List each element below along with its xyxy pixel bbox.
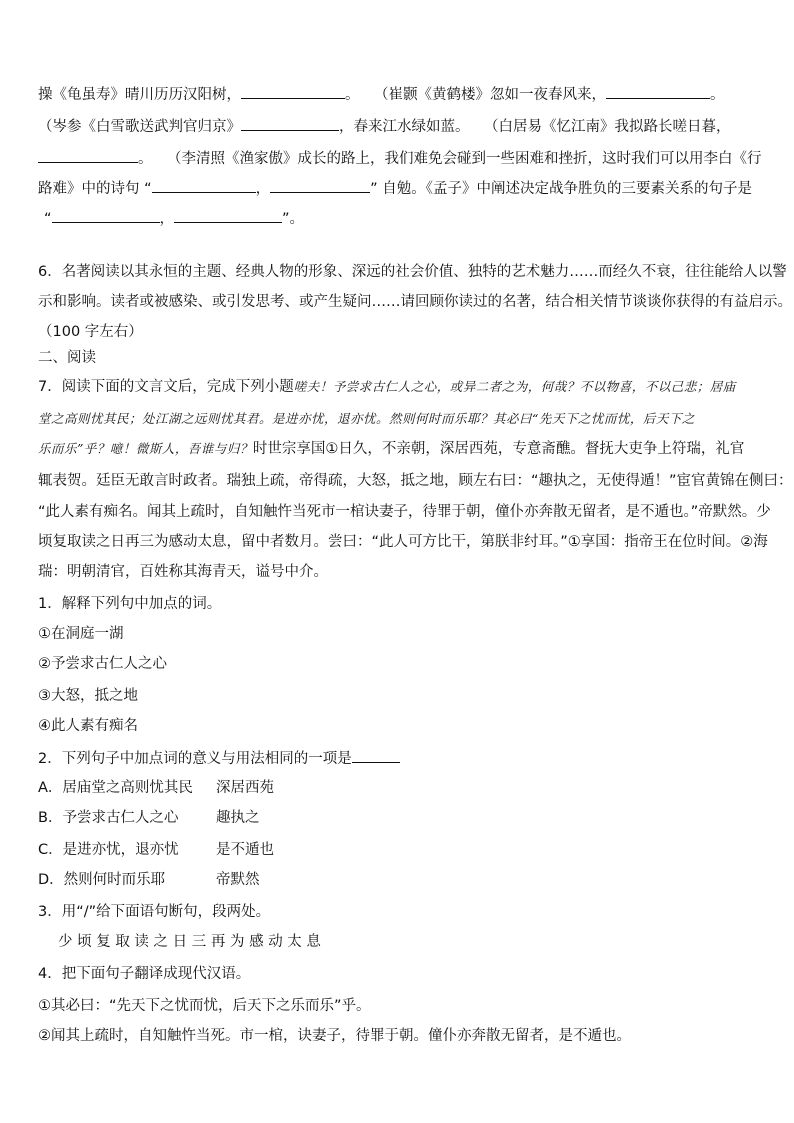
option-left: D．然则何时而乐耶 — [38, 872, 166, 888]
sub-question-4-item: ②闻其上疏时，自知触忤当死。市一棺，诀妻子，待罪于朝。僮仆亦奔散无留者，是不遁也。 — [38, 1028, 631, 1044]
fill-line-4 — [38, 178, 756, 199]
passage-classical-text: 嗟夫！予尝求古仁人之心，或异二者之为，何哉？不以物喜，不以己悲；居庙 — [293, 379, 736, 394]
sub-question-1-item: ③大怒，抵之地 — [38, 688, 138, 704]
sub-question-4-item: ①其必曰：“先天下之忧而忧，后天下之乐而乐”乎。 — [38, 998, 371, 1014]
option-b[interactable] — [38, 808, 756, 828]
question-6-line: 6．名著阅读以其永恒的主题、经典人物的形象、深远的社会价值、独特的艺术魅力……而经久不衰，往往能给人以警 — [38, 264, 787, 280]
answer-blank[interactable] — [352, 748, 400, 763]
option-left: B．予尝求古仁人之心 — [38, 810, 179, 826]
option-right: 是不遁也 — [216, 842, 274, 858]
answer-blank[interactable] — [152, 178, 256, 193]
answer-blank[interactable] — [241, 84, 345, 99]
section-title: 二、阅读 — [38, 350, 96, 366]
question-6-note: （100 字左右） — [38, 324, 143, 340]
answer-blank[interactable] — [606, 84, 710, 99]
sub-question-2-text: 2．下列句子中加点词的意义与用法相同的一项是 — [38, 751, 352, 767]
passage-line: 顷复取读之日再三为感动太息，留中者数月。尝曰：“此人可方比干，第朕非纣耳。”①享国：指帝王在位时间。②海 — [38, 534, 768, 550]
fill-text: ，春来江水绿如蓝。 （白居易《忆江南》我拟路长嗟日暮， — [339, 119, 731, 135]
option-right: 深居西苑 — [216, 780, 274, 796]
fill-text: 。 — [710, 87, 725, 103]
fill-text: （岑参《白雪歌送武判官归京》 — [38, 119, 241, 135]
passage-line — [38, 377, 756, 397]
passage-line — [38, 409, 756, 429]
sub-question-1-item: ①在洞庭一湖 — [38, 626, 124, 642]
fill-text: 路难》中的诗句 “ — [38, 181, 152, 197]
sub-question-1-title: 1．解释下列句中加点的词。 — [38, 596, 222, 612]
fill-text: ” 自勉。《孟子》中阐述决定战争胜负的三要素关系的句子是 — [370, 181, 752, 197]
question-6-line: 示和影响。读者或被感染、或引发思考、或产生疑问……请回顾你读过的名著，结合相关情节谈谈你获得的有益启示。 — [38, 294, 792, 310]
passage-classical-text: 堂之高则忧其民；处江湖之远则忧其君。是进亦忧，退亦忧。然则何时而乐耶？其必曰“先天下之忧而忧，后天下之 — [38, 411, 695, 426]
fill-text: “ — [44, 211, 52, 227]
fill-text: ”。 — [282, 211, 305, 227]
fill-line-2 — [38, 116, 756, 137]
passage-classical-text: 乐而乐”乎？噫！微斯人，吾谁与归？ — [38, 441, 253, 456]
fill-text: ， — [255, 181, 271, 197]
passage-text: 时世宗享国①日久，不亲朝，深居西苑，专意斋醮。督抚大吏争上符瑞，礼官 — [252, 441, 745, 457]
passage-line: 瑞：明朝清官，百姓称其海青天，谥号中介。 — [38, 564, 328, 580]
option-d[interactable] — [38, 870, 756, 890]
fill-line-5 — [44, 208, 756, 229]
answer-blank[interactable] — [174, 208, 282, 223]
question-7-intro: 7．阅读下面的文言文后，完成下列小题 — [38, 379, 294, 395]
fill-line-3 — [38, 148, 762, 169]
passage-line: “此人素有痴名。闻其上疏时，自知触忤当死市一棺诀妻子，待罪于朝，僮仆亦奔散无留者，是不遁也。”帝默然。少 — [38, 504, 771, 520]
fill-text: 。 （李清照《渔家傲》成长的路上，我们难免会碰到一些困难和挫折，这时我们可以用李白《行 — [138, 151, 762, 167]
answer-blank[interactable] — [38, 148, 138, 163]
fill-line-1 — [38, 84, 756, 105]
option-c[interactable] — [38, 840, 756, 860]
option-left: A．居庙堂之高则忧其民 — [38, 780, 193, 796]
sub-question-3-title: 3．用“/”给下面语句断句，段两处。 — [38, 904, 271, 920]
answer-blank[interactable] — [270, 178, 370, 193]
option-left: C．是进亦忧，退亦忧 — [38, 842, 179, 858]
option-a[interactable] — [38, 778, 756, 798]
fill-text: ， — [159, 211, 175, 227]
sub-question-3-text: 少 顷 复 取 读 之 日 三 再 为 感 动 太 息 — [58, 934, 321, 950]
sub-question-4-title: 4．把下面句子翻译成现代汉语。 — [38, 966, 251, 982]
passage-line — [38, 439, 756, 459]
fill-text: 操《龟虽寿》晴川历历汉阳树， — [38, 87, 241, 103]
fill-text: 。 （崔颢《黄鹤楼》忽如一夜春风来， — [345, 87, 606, 103]
option-right: 帝默然 — [216, 872, 260, 888]
sub-question-1-item: ④此人素有痴名 — [38, 718, 138, 734]
answer-blank[interactable] — [52, 208, 160, 223]
sub-question-2-title — [38, 748, 756, 769]
passage-line: 辄表贺。廷臣无敢言时政者。瑞独上疏，帝得疏，大怒，抵之地，顾左右曰：“趣执之，无使得遁！”宦官黄锦在侧曰： — [38, 473, 793, 489]
option-right: 趣执之 — [216, 810, 260, 826]
answer-blank[interactable] — [241, 116, 339, 131]
sub-question-1-item: ②予尝求古仁人之心 — [38, 656, 167, 672]
